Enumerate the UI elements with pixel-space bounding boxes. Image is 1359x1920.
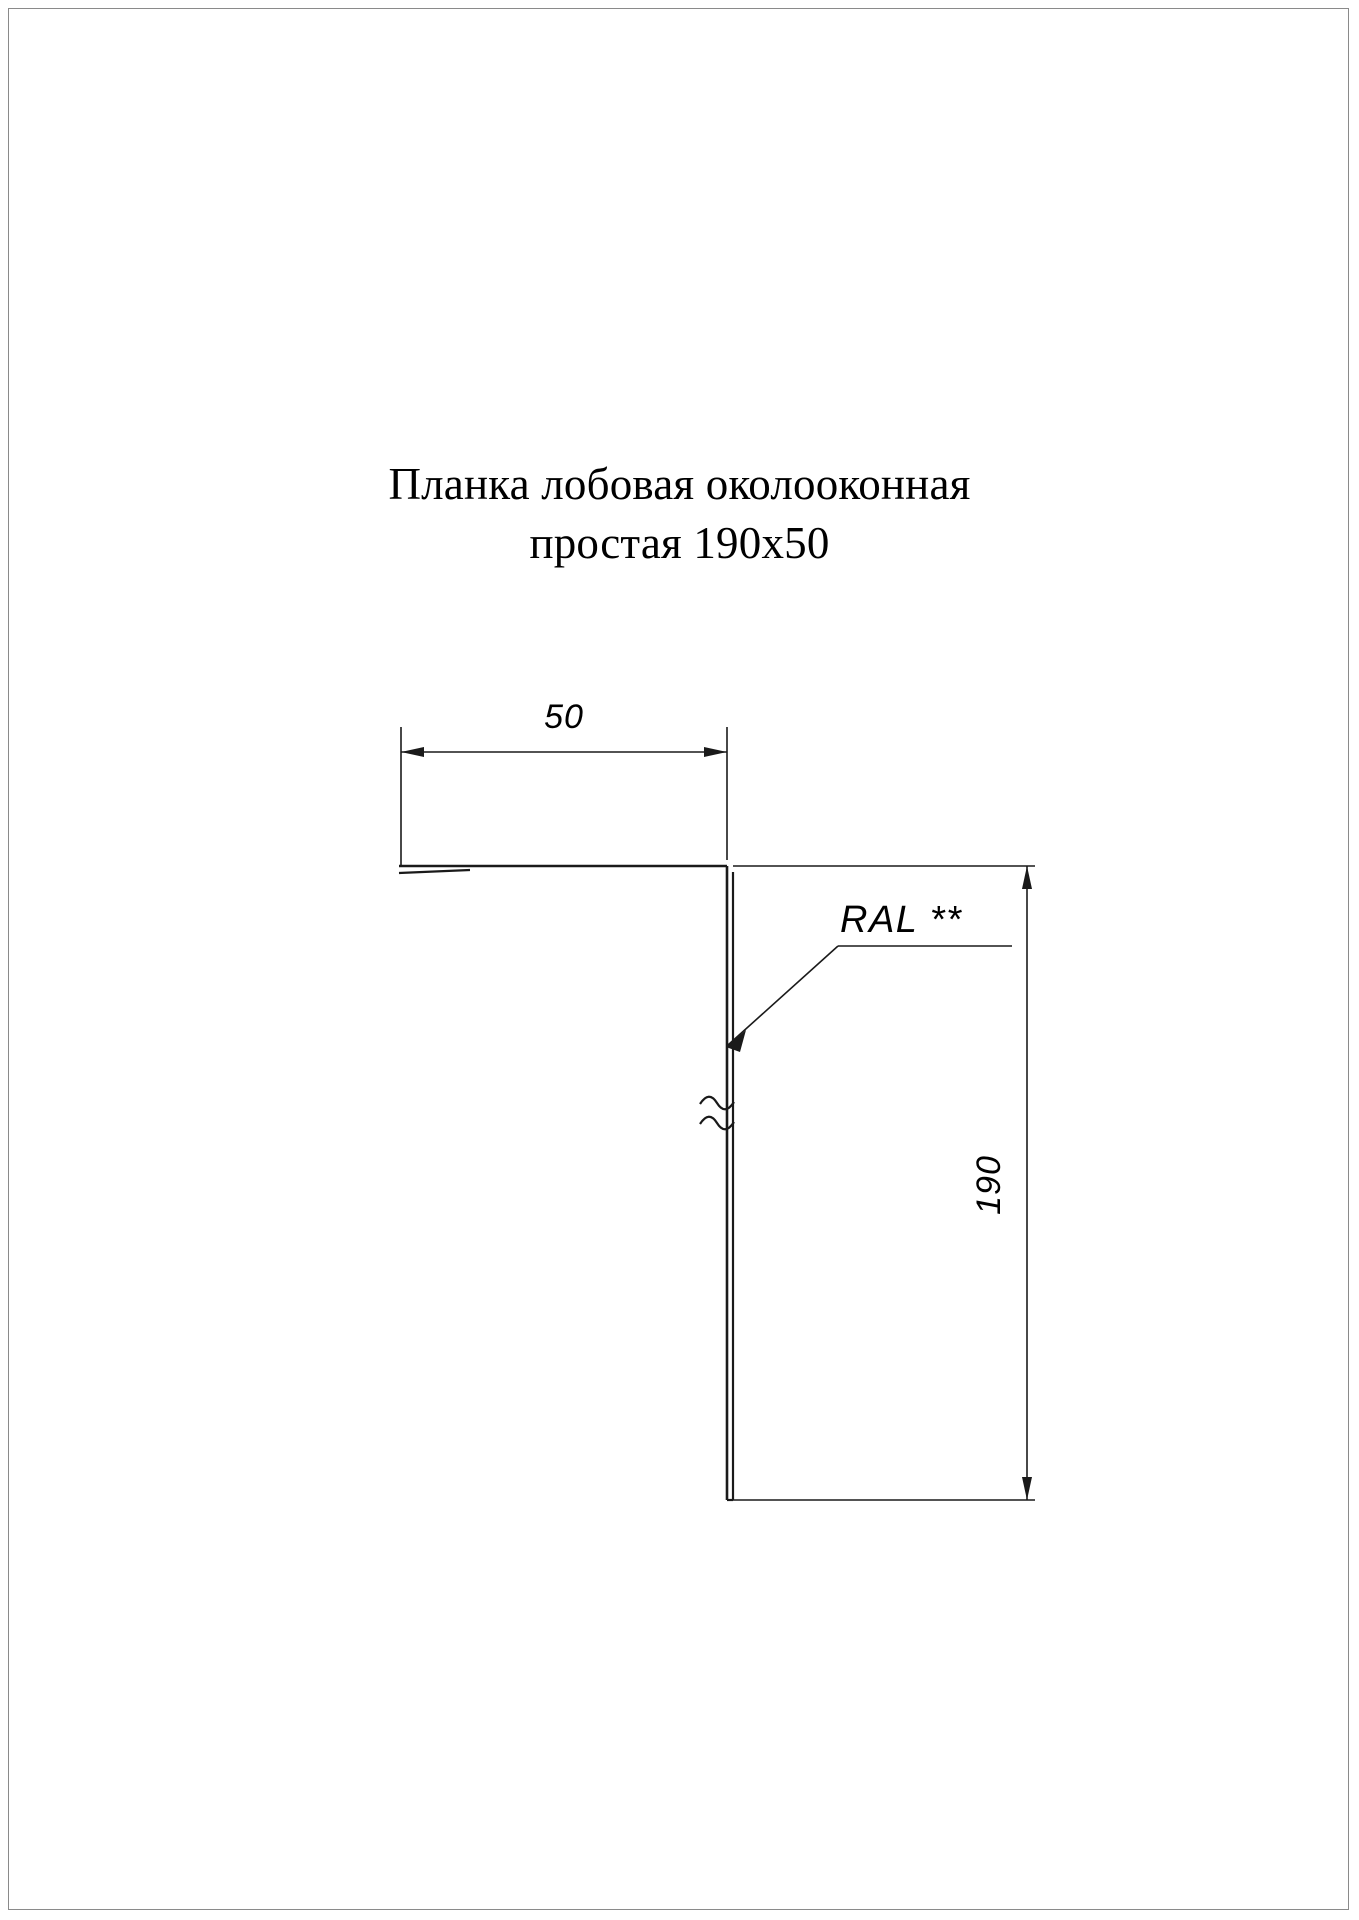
profile-outline <box>399 866 733 1500</box>
page-title-line-1: Планка лобовая околооконная <box>388 459 971 509</box>
ral-leader-arrow-icon <box>726 1030 746 1052</box>
ral-label: RAL ** <box>840 899 963 941</box>
height-dimension-label: 190 <box>970 1155 1008 1215</box>
height-arrow-bottom-icon <box>1022 1477 1032 1500</box>
page-title-line-2: простая 190x50 <box>529 518 830 569</box>
profile-folded-lip <box>399 870 470 873</box>
break-symbol <box>700 1097 734 1130</box>
height-arrow-top-icon <box>1022 866 1032 889</box>
ral-annotation <box>726 899 1012 1052</box>
width-dimension <box>401 698 727 866</box>
width-dimension-label: 50 <box>544 698 584 736</box>
width-arrow-right-icon <box>704 747 727 757</box>
ral-leader-diagonal <box>728 946 838 1045</box>
width-arrow-left-icon <box>401 747 424 757</box>
height-dimension <box>733 866 1035 1500</box>
